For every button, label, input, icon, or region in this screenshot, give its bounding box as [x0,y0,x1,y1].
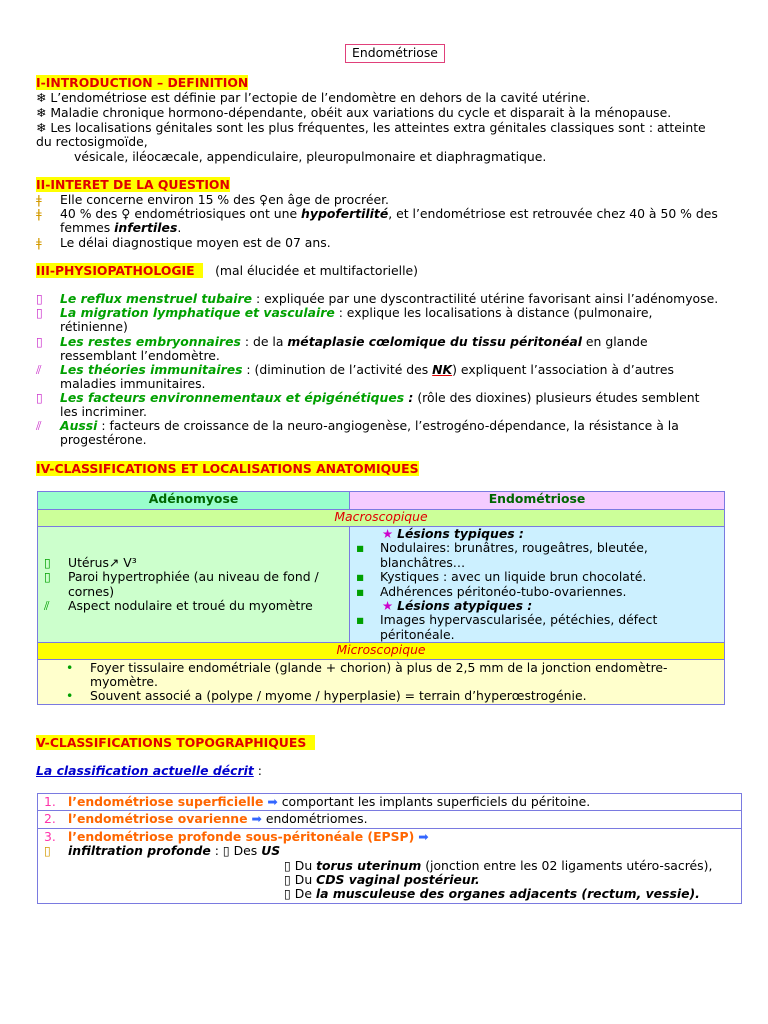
topo-row-2: 2. l’endométriose ovarienne ➡ endométriomes. [38,811,742,828]
list-item: ▪ Kystiques : avec un liquide brun chocolaté. [356,569,647,585]
section-heading-1: I-INTRODUCTION – DEFINITION [36,75,249,90]
section-heading-2: II-INTERET DE LA QUESTION [36,177,230,192]
intro-item-cont: du rectosigmoïde, [36,134,148,149]
box-icon: ▯ [44,569,51,585]
topography-table [37,793,742,904]
atypical-title: ★ Lésions atypiques : [382,598,533,614]
section-heading-5: V-CLASSIFICATIONS TOPOGRAPHIQUES [36,736,315,750]
section-heading-3: III-PHYSIOPATHOLOGIE (mal élucidée et multifactorielle) [36,263,418,278]
typical-title: ★ Lésions typiques : [382,526,524,541]
list-item: ⫽ Aspect nodulaire et troué du myomètre [44,598,313,614]
physio-item-cont: progestérone. [60,432,147,447]
topo-row-3: 3. l’endométriose profonde sous-péritonéale (EPSP) ➡ ▯ infiltration profonde : ▯ Des US ▯ Du torus uterinum (jonction entre les 02 ligaments utéro-sacrés), ▯ Du CDS vaginal postérieur. ▯ De la musculeuse des organes adjacents (rectum, vessie). [38,828,742,903]
row-macroscopique: Macroscopique [38,510,725,527]
slash-icon: ⫽ [36,362,42,377]
topo-row-1: 1. l’endométriose superficielle ➡ comportant les implants superficiels du péritoine. [38,794,742,811]
physio-item: ⫽ Aussi : facteurs de croissance de la neuro-angiogenèse, l’estrogéno-dépendance, la résistance à la [36,418,679,433]
box-icon: ▯ [222,843,230,859]
physio-item-cont: ressemblant l’endomètre. [60,348,220,363]
col-header-adenomyose: Adénomyose [38,492,350,510]
square-icon: ▪ [356,569,365,585]
box-icon: ▯ [36,305,43,320]
physio-item-cont: les incriminer. [60,404,147,419]
bullet-icon: • [66,688,74,704]
intro-item: ❄ Les localisations génitales sont les plus fréquentes, les atteintes extra génitales classiques sont : atteinte [36,120,706,135]
list-item-cont: blanchâtres… [380,554,466,570]
list-item: • Foyer tissulaire endométriale (glande + chorion) à plus de 2,5 mm de la jonction endomètre- [66,659,668,675]
square-icon: ▪ [356,583,365,599]
list-item: ▪ Nodulaires: brunâtres, rougeâtres, bleutée, [356,540,648,556]
list-item: ▯ Paroi hypertrophiée (au niveau de fond / [44,569,319,585]
interest-item-cont: femmes infertiles. [60,220,182,235]
physio-item: ▯ Les facteurs environnementaux et épigénétiques : (rôle des dioxines) plusieurs études semblent [36,390,700,405]
interest-item: ǂ Le délai diagnostique moyen est de 07 ans. [36,235,331,250]
star-icon: ★ [382,598,394,614]
micro-cell [38,660,725,705]
dagger-icon: ǂ [36,206,42,221]
list-item: • Souvent associé a (polype / myome / hyperplasie) = terrain d’hyperœstrogénie. [66,688,587,704]
dagger-icon: ǂ [36,192,42,207]
physio-item: ▯ La migration lymphatique et vasculaire : explique les localisations à distance (pulmonaire, [36,305,653,320]
list-item: ▪ Images hypervascularisée, pétéchies, défect [356,612,658,628]
row-microscopique: Microscopique [38,643,725,660]
box-icon: ▯ [36,291,43,306]
box-icon: ▯ [44,554,51,570]
adenomyose-cell [38,527,350,643]
physio-item: ⫽ Les théories immunitaires : (diminution de l’activité des NK) expliquent l’association à d’autres [36,362,674,377]
section-heading-4: IV-CLASSIFICATIONS ET LOCALISATIONS ANATOMIQUES [36,461,419,476]
intro-item: ❄ Maladie chronique hormono-dépendante, obéit aux variations du cycle et disparait à la ménopause. [36,105,672,120]
list-item-cont: péritonéale. [380,626,455,642]
physio-item-cont: rétinienne) [60,319,128,334]
endometriose-cell [350,527,725,643]
snowflake-icon: ❄ [36,90,47,105]
interest-item: ǂ 40 % des ♀ endométriosiques ont une hypofertilité, et l’endométriose est retrouvée chez 40 à 50 % des [36,206,718,221]
list-item-cont: cornes) [68,583,115,599]
box-icon: ▯ [284,886,291,902]
list-item: ▪ Adhérences péritonéo-tubo-ovariennes. [356,583,627,599]
list-item-cont: myomètre. [90,674,158,690]
page-title: Endométriose [345,44,445,63]
arrow-right-icon: ➡ [267,794,278,809]
anatomy-table [37,491,725,705]
physio-item: ▯ Le reflux menstruel tubaire : expliquée par une dyscontractilité utérine favorisant ainsi l’adénomyose. [36,291,719,306]
snowflake-icon: ❄ [36,120,47,135]
intro-item-cont: vésicale, iléocæcale, appendiculaire, pleuropulmonaire et diaphragmatique. [74,149,547,164]
bullet-icon: • [66,659,74,675]
physio-item: ▯ Les restes embryonnaires : de la métaplasie cœlomique du tissu péritonéal en glande [36,334,648,349]
slash-icon: ⫽ [44,598,50,614]
list-item: ▯ Utérus↗ V³ [44,554,137,570]
interest-item: ǂ Elle concerne environ 15 % des ♀en âge de procréer. [36,192,389,207]
dagger-icon: ǂ [36,235,42,250]
box-icon: ▯ [284,857,291,873]
intro-item: ❄ L’endométriose est définie par l’ectopie de l’endomètre en dehors de la cavité utérine. [36,90,591,105]
arrow-right-icon: ➡ [418,828,429,844]
slash-icon: ⫽ [36,418,42,433]
box-icon: ▯ [36,334,43,349]
square-icon: ▪ [356,612,365,628]
box-icon: ▯ [284,872,291,888]
star-icon: ★ [382,526,394,541]
box-icon: ▯ [44,843,51,859]
snowflake-icon: ❄ [36,105,47,120]
arrow-right-icon: ➡ [251,811,262,827]
physio-item-cont: maladies immunitaires. [60,376,206,391]
col-header-endometriose: Endométriose [350,492,725,510]
box-icon: ▯ [36,390,43,405]
classification-subhead: La classification actuelle décrit : [36,763,262,778]
square-icon: ▪ [356,540,365,556]
